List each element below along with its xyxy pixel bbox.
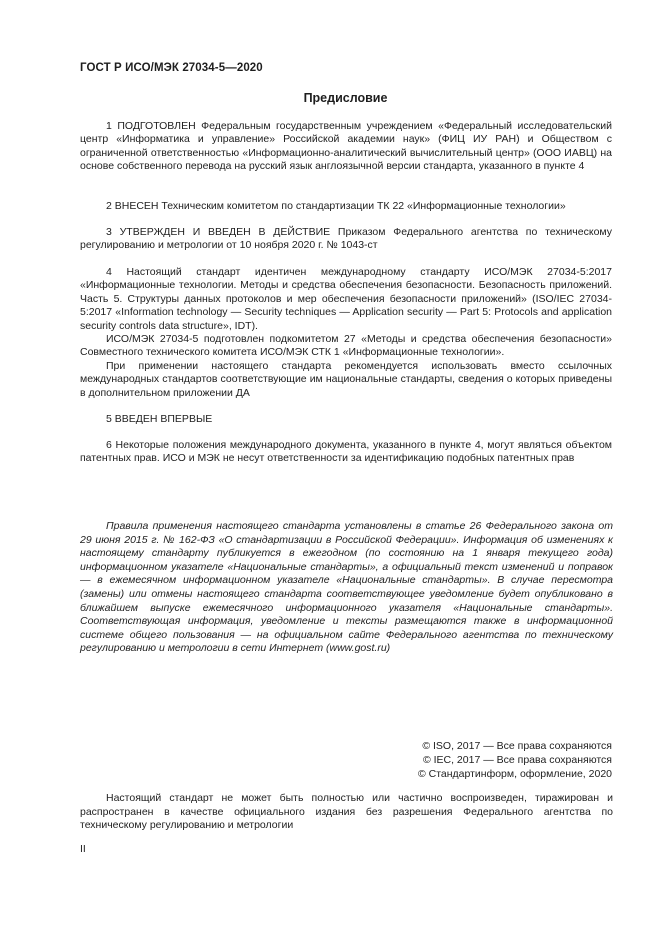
copyright-iec: © IEC, 2017 — Все права сохраняются	[422, 754, 612, 766]
paragraph-4-identical: 4 Настоящий стандарт идентичен международному стандарту ИСО/МЭК 27034-5:2017 «Информационные технологии. Методы и средства обеспечения безопасности. Безопасность приложений. Часть 5. Структуры данных протоколов и мер обеспечения безопасности приложений» (ISO/IEC 27034-5:2017 «Information technology — Security techniques — Application security — Part 5: Protocols and application security controls data structure», IDT).	[80, 266, 612, 332]
paragraph-3-approved: 3 УТВЕРЖДЕН И ВВЕДЕН В ДЕЙСТВИЕ Приказом Федерального агентства по техническому регулированию и метрологии от 10 ноября 2020 г. № 1043-ст	[80, 226, 612, 252]
standard-id-header: ГОСТ Р ИСО/МЭК 27034-5—2020	[80, 62, 263, 74]
application-rules-notice: Правила применения настоящего стандарта установлены в статье 26 Федерального закона от 29 июня 2015 г. № 162-ФЗ «О стандартизации в Российской Федерации». Информация об изменениях к настоящему стандарту публикуется в ежегодном (по состоянию на 1 января текущего года) информационном указателе «Национальные стандарты», а официальный текст изменений и поправок — в ежемесячном информационном указателе «Национальные стандарты». В случае пересмотра (замены) или отмены настоящего стандарта соответствующее уведомление будет опубликовано в ближайшем выпуске ежемесячного информационного указателя «Национальные стандарты». Соответствующая информация, уведомление и тексты размещаются также в информационной системе общего пользования — на официальном сайте Федерального агентства по техническому регулированию и метрологии в сети Интернет (www.gost.ru)	[80, 520, 613, 655]
page-number: II	[80, 843, 86, 855]
paragraph-5-first-introduced: 5 ВВЕДЕН ВПЕРВЫЕ	[106, 413, 213, 425]
paragraph-1-prepared: 1 ПОДГОТОВЛЕН Федеральным государственным учреждением «Федеральный исследовательский центр «Информатика и управление» Российской академии наук» (ФИЦ ИУ РАН) и Обществом с ограниченной ответственностью «Информационно-аналитический вычислительный центр» (ООО ИАВЦ) на основе собственного перевода на русский язык англоязычной версии стандарта, указанного в пункте 4	[80, 120, 612, 173]
paragraph-6-patents: 6 Некоторые положения международного документа, указанного в пункте 4, могут являться объектом патентных прав. ИСО и МЭК не несут ответственности за идентификацию подобных патентных прав	[80, 439, 612, 465]
paragraph-2-introduced: 2 ВНЕСЕН Техническим комитетом по стандартизации ТК 22 «Информационные технологии»	[106, 200, 566, 212]
copyright-standartinform: © Стандартинформ, оформление, 2020	[417, 768, 612, 780]
paragraph-4-prepared-by: ИСО/МЭК 27034-5 подготовлен подкомитетом 27 «Методы и средства обеспечения безопасности» Совместного технического комитета ИСО/МЭК СТК 1 «Информационные технологии».	[80, 333, 612, 359]
page-title: Предисловие	[303, 91, 388, 105]
paragraph-4-application: При применении настоящего стандарта рекомендуется использовать вместо ссылочных международных стандартов соответствующие им национальные стандарты, сведения о которых приведены в дополнительном приложении ДА	[80, 360, 612, 399]
copyright-iso: © ISO, 2017 — Все права сохраняются	[422, 740, 612, 752]
reproduction-notice: Настоящий стандарт не может быть полностью или частично воспроизведен, тиражирован и распространен в качестве официального издания без разрешения Федерального агентства по техническому регулированию и метрологии	[80, 792, 613, 831]
